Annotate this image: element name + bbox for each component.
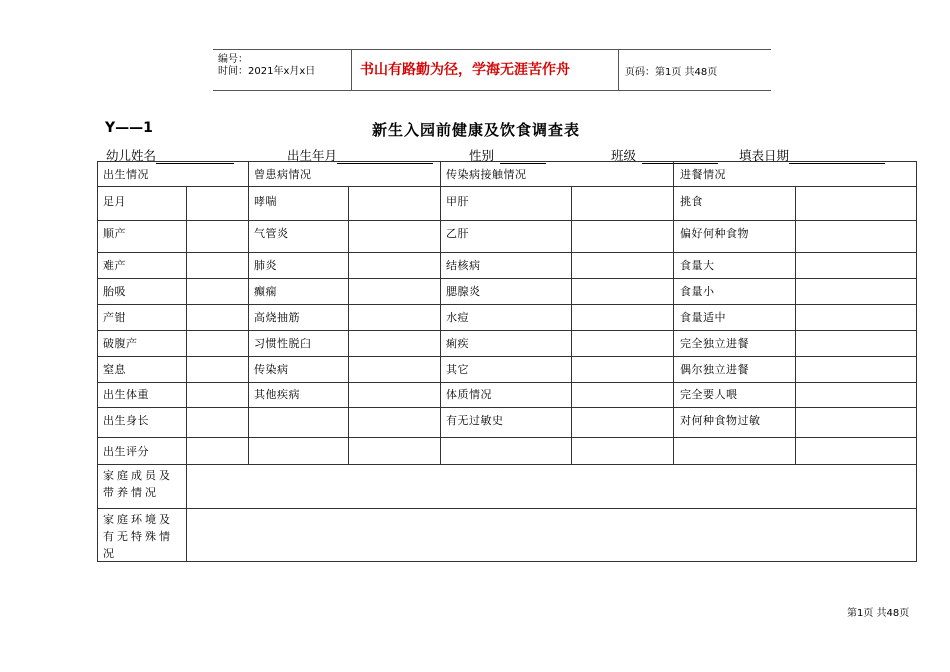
child-name-blank[interactable]	[156, 151, 234, 164]
family-members-label: 家庭成员及带养情况	[103, 469, 173, 499]
table-rule	[97, 252, 917, 253]
birth-item: 窒息	[103, 363, 126, 376]
table-rule	[97, 437, 917, 438]
infection-item: 甲肝	[446, 195, 469, 208]
infection-item: 结核病	[446, 259, 481, 272]
meal-item: 对何种食物过敏	[680, 414, 761, 427]
infection-item: 其它	[446, 363, 469, 376]
meal-item: 完全要人喂	[680, 388, 738, 401]
header-divider	[618, 49, 619, 90]
table-rule	[916, 161, 917, 561]
table-rule	[186, 186, 187, 464]
footer-page-number: 第1页 共48页	[847, 608, 910, 619]
meal-item: 食量适中	[680, 311, 726, 324]
infection-item: 腮腺炎	[446, 285, 481, 298]
section-illness: 曾患病情况	[254, 168, 312, 181]
form-code: Y——1	[105, 120, 153, 136]
fill-date-label: 填表日期	[739, 148, 790, 163]
motto: 书山有路勤为径，学海无涯苦作舟	[360, 62, 570, 78]
birth-date-blank[interactable]	[337, 151, 433, 164]
meal-item: 食量小	[680, 285, 715, 298]
table-rule	[97, 278, 917, 279]
illness-item: 肺炎	[254, 259, 277, 272]
section-birth: 出生情况	[103, 168, 149, 181]
table-rule	[795, 186, 796, 464]
illness-item: 传染病	[254, 363, 289, 376]
table-rule	[673, 161, 674, 464]
birth-item: 足月	[103, 195, 126, 208]
illness-item: 习惯性脱臼	[254, 337, 312, 350]
header-divider	[351, 49, 352, 90]
infection-item: 水痘	[446, 311, 469, 324]
table-rule	[97, 382, 917, 383]
header-bottom-rule	[213, 90, 771, 91]
table-rule	[97, 161, 917, 162]
section-meal: 进餐情况	[680, 168, 726, 181]
header-top-rule	[213, 49, 771, 50]
table-rule	[97, 464, 917, 465]
birth-item: 出生身长	[103, 414, 149, 427]
infection-item: 有无过敏史	[446, 414, 504, 427]
table-rule	[97, 330, 917, 331]
illness-item: 哮喘	[254, 195, 277, 208]
table-rule	[440, 161, 441, 464]
child-name-label: 幼儿姓名	[106, 148, 157, 163]
table-rule	[97, 161, 98, 561]
table-rule	[97, 356, 917, 357]
birth-item: 破腹产	[103, 337, 138, 350]
infection-item: 乙肝	[446, 227, 469, 240]
table-rule	[186, 464, 187, 561]
family-environment-label: 家庭环境及有无特殊情况	[103, 513, 173, 560]
birth-item: 胎吸	[103, 285, 126, 298]
meal-item: 完全独立进餐	[680, 337, 749, 350]
table-rule	[571, 186, 572, 464]
birth-item: 难产	[103, 259, 126, 272]
meal-item: 挑食	[680, 195, 703, 208]
illness-item: 癫痫	[254, 285, 277, 298]
meal-item: 食量大	[680, 259, 715, 272]
birth-date-label: 出生年月	[287, 148, 338, 163]
fill-date-blank[interactable]	[789, 151, 885, 164]
class-label: 班级	[611, 148, 637, 163]
infection-item: 痢疾	[446, 337, 469, 350]
meal-item: 偶尔独立进餐	[680, 363, 749, 376]
table-rule	[248, 161, 249, 464]
gender-label: 性别	[469, 148, 495, 163]
gender-blank[interactable]	[500, 151, 546, 164]
table-rule	[348, 186, 349, 464]
table-rule	[97, 220, 917, 221]
infection-item: 体质情况	[446, 388, 492, 401]
illness-item: 高烧抽筋	[254, 311, 300, 324]
illness-item: 其他疾病	[254, 388, 300, 401]
table-rule	[97, 304, 917, 305]
serial-label: 编号：	[218, 54, 248, 65]
table-rule	[97, 407, 917, 408]
meal-item: 偏好何种食物	[680, 227, 749, 240]
birth-item: 顺产	[103, 227, 126, 240]
table-rule	[97, 508, 917, 509]
birth-item: 产钳	[103, 311, 126, 324]
table-rule	[97, 186, 917, 187]
class-blank[interactable]	[642, 151, 718, 164]
illness-item: 气管炎	[254, 227, 289, 240]
birth-item: 出生评分	[103, 445, 149, 458]
section-infection: 传染病接触情况	[446, 168, 527, 181]
table-rule	[97, 561, 917, 562]
birth-item: 出生体重	[103, 388, 149, 401]
header-page-label: 页码：第1页 共48页	[625, 67, 718, 78]
form-title: 新生入园前健康及饮食调查表	[372, 121, 581, 139]
time-label: 时间：2021年x月x日	[218, 66, 316, 77]
